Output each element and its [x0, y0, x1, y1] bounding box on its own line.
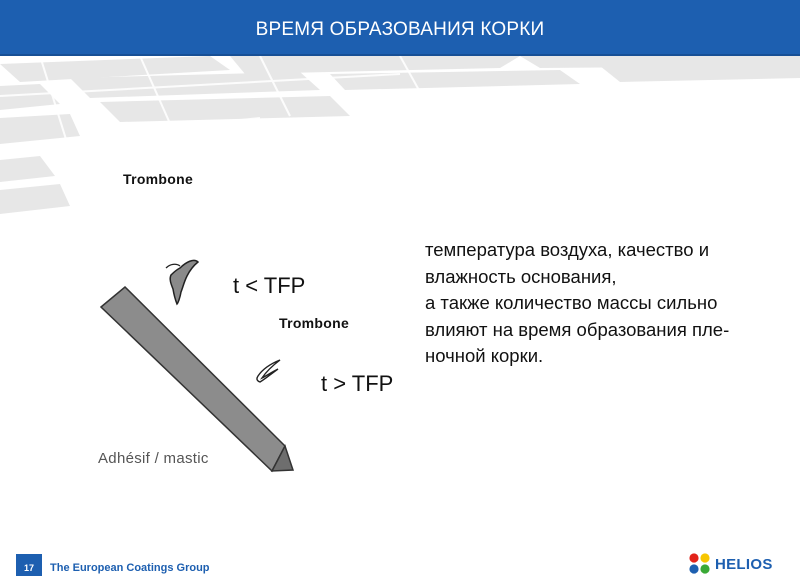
body-text-line: влажность основания, [425, 265, 617, 287]
skin-fragment-2-shape [257, 360, 280, 382]
body-text-block [425, 237, 785, 370]
logo-dots-icon [688, 552, 714, 576]
body-text-line: влияют на время образования пле- [425, 318, 730, 340]
helios-logo [688, 552, 788, 576]
body-text-line: а также количество массы сильно [425, 292, 718, 313]
slide-title: ВРЕМЯ ОБРАЗОВАНИЯ КОРКИ [255, 19, 545, 40]
t-greater-than-tfp-label: t > TFP [321, 371, 394, 396]
body-text-line: ночной корки. [425, 345, 544, 366]
trombone-label-1: Trombone [123, 171, 194, 187]
adhesive-mastic-label: Adhésif / mastic [98, 450, 209, 467]
t-less-than-tfp-label: t < TFP [233, 273, 306, 298]
body-text-line: температура воздуха, качество и [425, 239, 710, 260]
trombone-label-2: Trombone [279, 315, 350, 331]
company-name: The European Coatings Group [50, 562, 210, 574]
logo-text: HELIOS [715, 556, 773, 573]
page-number-badge: 17 [16, 554, 42, 576]
skin-fragment-1-shape [170, 260, 198, 304]
